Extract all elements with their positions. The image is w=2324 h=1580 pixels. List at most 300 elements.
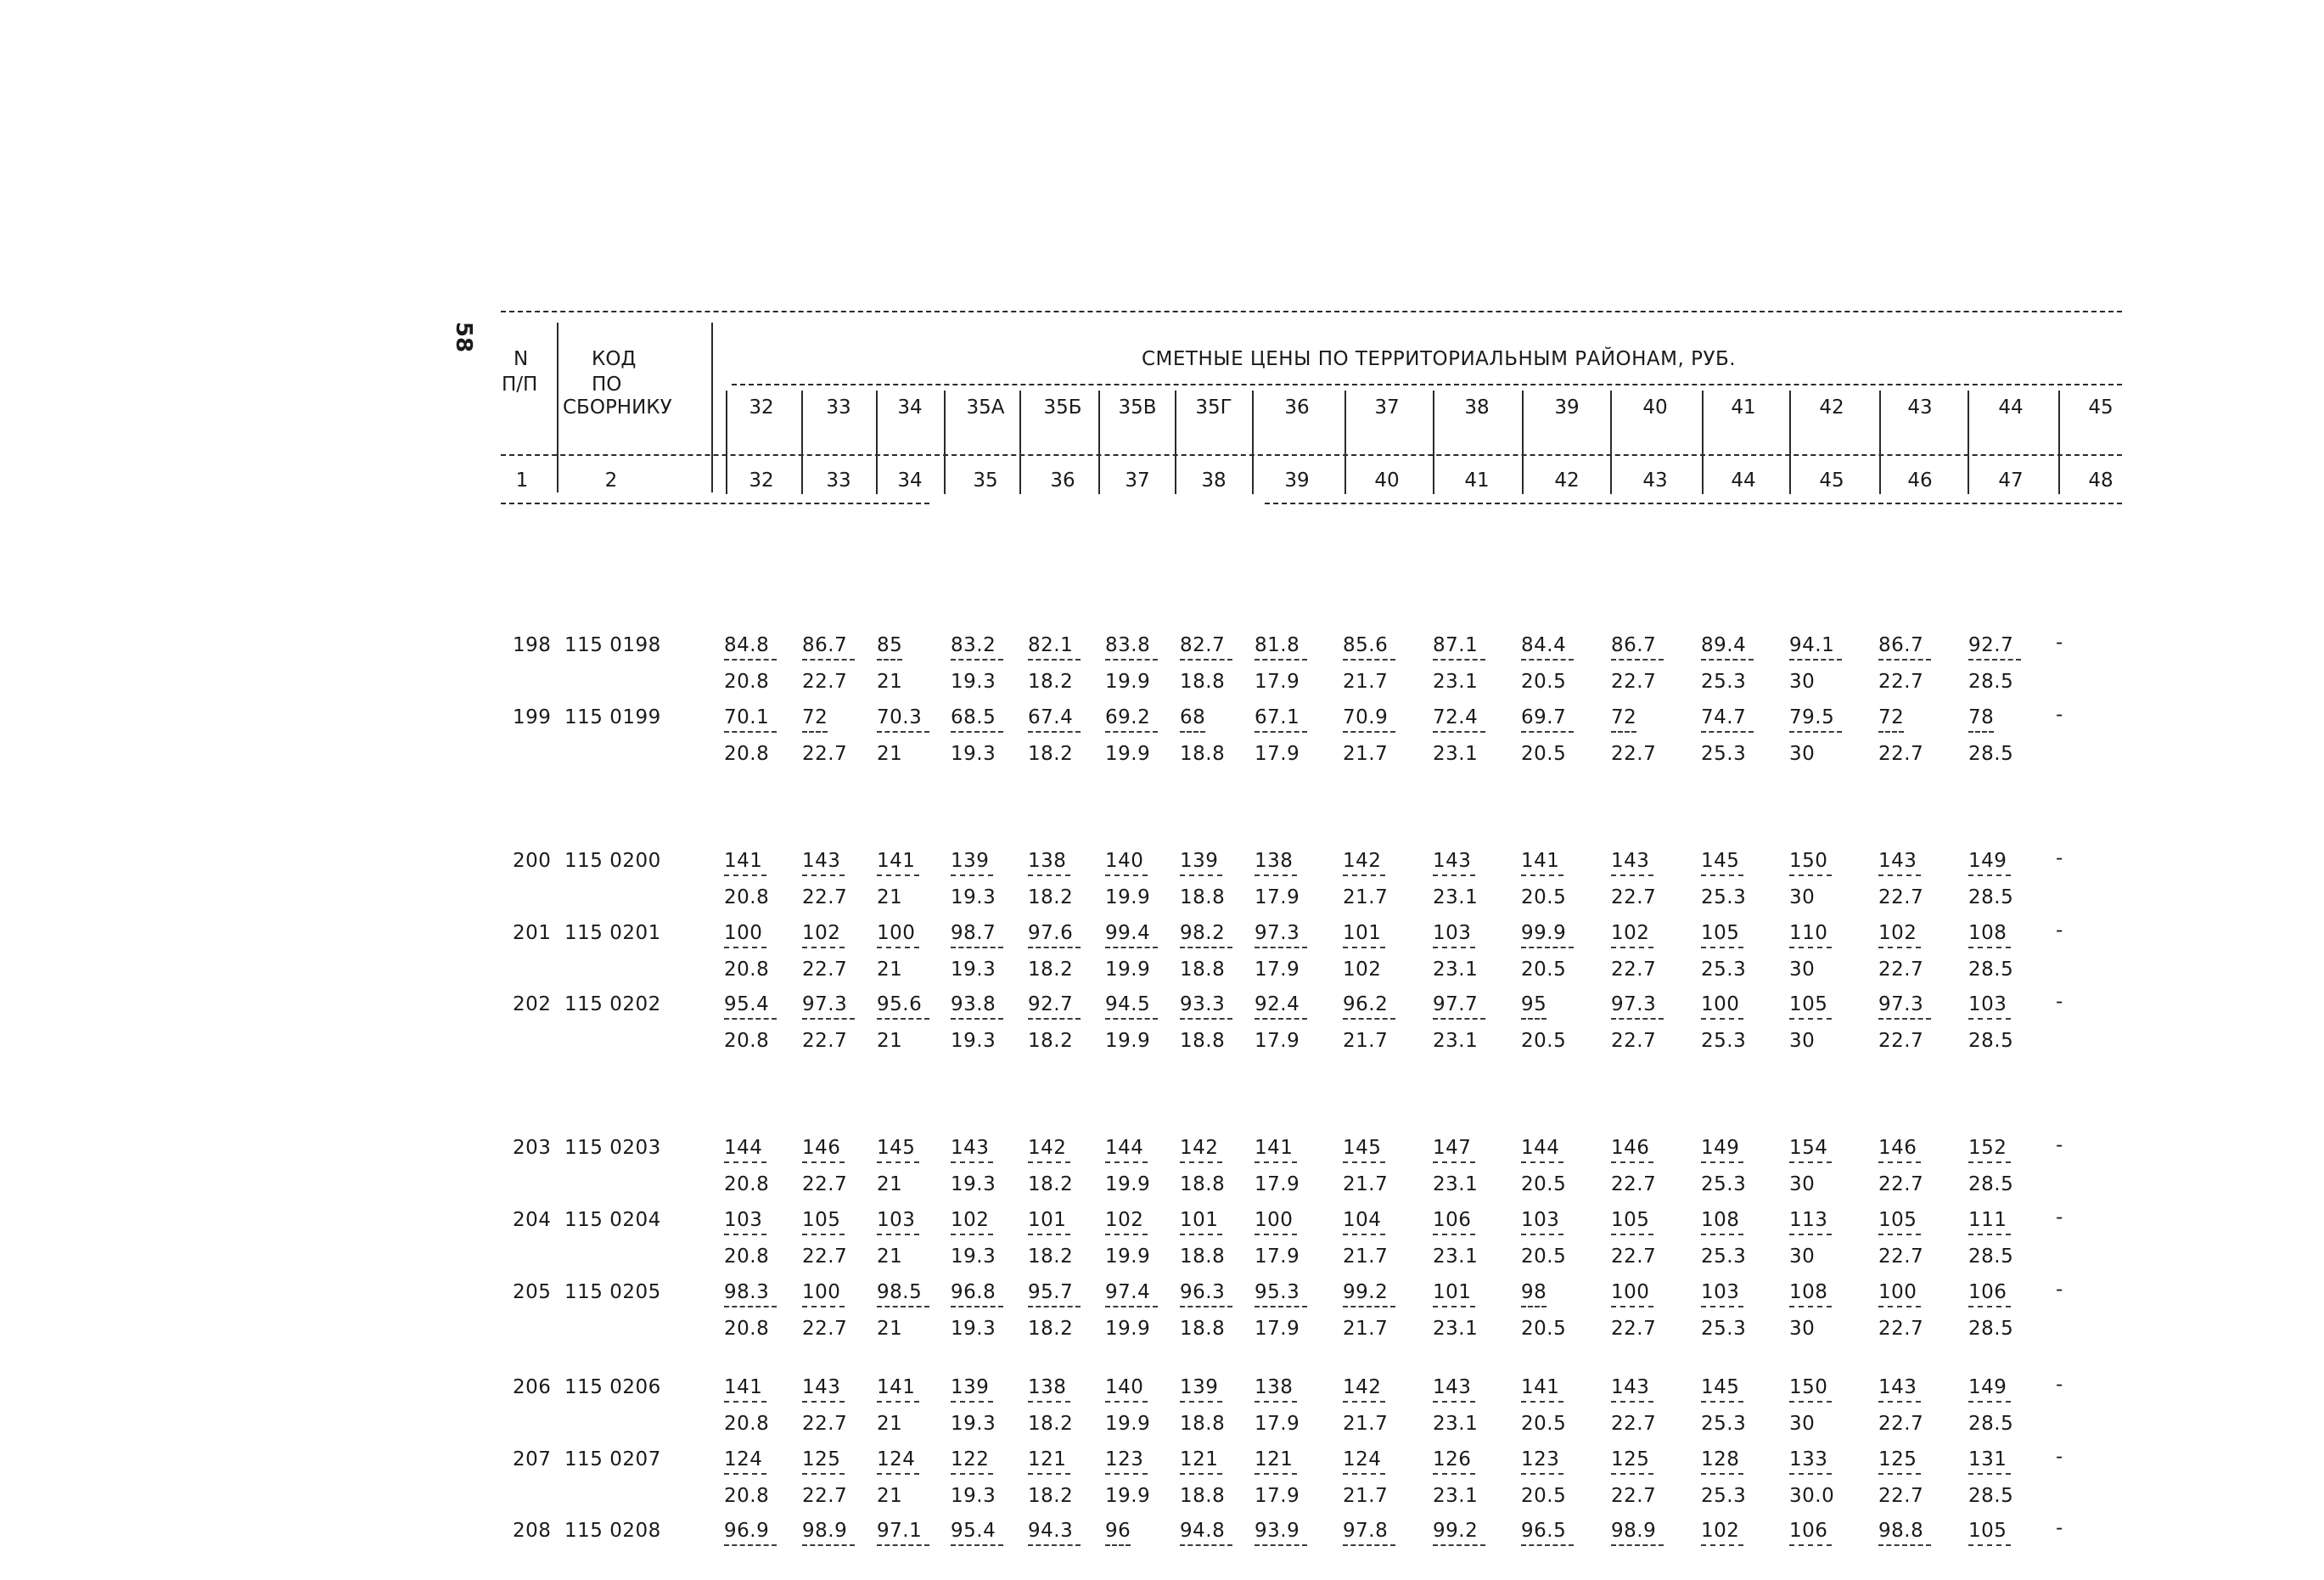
price-value: 30 — [1789, 1245, 1816, 1268]
price-value: 20.8 — [724, 1173, 770, 1195]
price-value: 28.5 — [1968, 671, 2014, 693]
price-value: 98.7 — [951, 922, 996, 944]
price-value: 25.3 — [1701, 1318, 1747, 1340]
price-value: 150 — [1789, 850, 1828, 872]
price-value: 145 — [877, 1137, 916, 1159]
price-value: 22.7 — [1611, 959, 1657, 981]
price-value: 105 — [1968, 1520, 2007, 1542]
fraction-line — [1343, 731, 1395, 733]
fraction-line — [1255, 1161, 1297, 1163]
price-value: 105 — [1878, 1209, 1917, 1231]
price-value: 103 — [1701, 1281, 1740, 1303]
price-value: 18.8 — [1180, 671, 1226, 693]
price-value: 21.7 — [1343, 1245, 1389, 1268]
price-value: 93.3 — [1180, 993, 1226, 1015]
price-value: 78 — [1968, 706, 1995, 728]
price-value: 72.4 — [1433, 706, 1479, 728]
empty-district-mark: - — [2056, 1446, 2063, 1468]
price-value: 17.9 — [1255, 671, 1300, 693]
price-value: 22.7 — [1611, 1485, 1657, 1507]
fraction-line — [1433, 1161, 1475, 1163]
price-value: 19.9 — [1105, 1485, 1151, 1507]
header-code-label: КОД — [592, 348, 637, 370]
fraction-line — [1255, 1473, 1297, 1475]
price-value: 138 — [1255, 1376, 1294, 1398]
price-value: 19.9 — [1105, 1318, 1151, 1340]
fraction-line — [1878, 1401, 1921, 1403]
fraction-line — [951, 1473, 993, 1475]
price-value: 92.4 — [1255, 993, 1300, 1015]
price-value: 94.3 — [1028, 1520, 1074, 1542]
price-value: 98.8 — [1878, 1520, 1924, 1542]
fraction-line — [1968, 1473, 2011, 1475]
price-value: 22.7 — [1878, 886, 1924, 908]
price-value: 25.3 — [1701, 886, 1747, 908]
empty-district-mark: - — [2056, 632, 2063, 654]
price-value: 28.5 — [1968, 886, 2014, 908]
price-value: 22.7 — [1878, 1413, 1924, 1435]
price-value: 19.3 — [951, 959, 996, 981]
price-value: 19.9 — [1105, 959, 1151, 981]
fraction-line — [1180, 1161, 1222, 1163]
price-value: 18.2 — [1028, 1173, 1074, 1195]
price-value: 126 — [1433, 1448, 1472, 1470]
fraction-line — [1611, 1544, 1664, 1546]
fraction-line — [1343, 1018, 1395, 1020]
price-value: 149 — [1968, 850, 2007, 872]
price-value: 102 — [802, 922, 841, 944]
price-value: 28.5 — [1968, 743, 2014, 765]
fraction-line — [1521, 1401, 1563, 1403]
price-value: 21 — [877, 1030, 903, 1052]
fraction-line — [724, 1473, 766, 1475]
row-number: 205 — [513, 1281, 552, 1303]
price-value: 20.5 — [1521, 1030, 1567, 1052]
fraction-line — [1105, 659, 1158, 661]
price-value: 21 — [877, 1413, 903, 1435]
fraction-line — [1701, 1306, 1743, 1307]
fraction-line — [1180, 1234, 1222, 1235]
row-number: 198 — [513, 634, 552, 656]
price-value: 103 — [1968, 993, 2007, 1015]
price-value: 100 — [877, 922, 916, 944]
price-value: 101 — [1028, 1209, 1067, 1231]
district-header: 39 — [1554, 396, 1580, 419]
fraction-line — [1180, 1018, 1232, 1020]
fraction-line — [1521, 874, 1563, 876]
price-value: 125 — [802, 1448, 841, 1470]
district-header: 43 — [1907, 396, 1933, 419]
price-value: 111 — [1968, 1209, 2007, 1231]
price-value: 17.9 — [1255, 743, 1300, 765]
row-number: 204 — [513, 1209, 552, 1231]
fraction-line — [1433, 659, 1485, 661]
fraction-line — [1521, 1018, 1547, 1020]
price-value: 97.3 — [1611, 993, 1657, 1015]
price-value: 101 — [1180, 1209, 1219, 1231]
price-value: 139 — [951, 1376, 990, 1398]
row-code: 115 0207 — [564, 1448, 661, 1470]
fraction-line — [1105, 1306, 1158, 1307]
price-value: 103 — [1521, 1209, 1560, 1231]
fraction-line — [724, 874, 766, 876]
fraction-line — [1789, 1161, 1832, 1163]
price-value: 92.7 — [1968, 634, 2014, 656]
price-value: 96.2 — [1343, 993, 1389, 1015]
price-value: 22.7 — [1611, 886, 1657, 908]
price-value: 18.8 — [1180, 743, 1226, 765]
price-value: 99.2 — [1433, 1520, 1479, 1542]
row-code: 115 0199 — [564, 706, 661, 728]
fraction-line — [1433, 1234, 1475, 1235]
price-value: 128 — [1701, 1448, 1740, 1470]
price-value: 98.3 — [724, 1281, 770, 1303]
price-value: 143 — [951, 1137, 990, 1159]
fraction-line — [1789, 1544, 1832, 1546]
price-value: 143 — [1433, 1376, 1472, 1398]
price-value: 141 — [877, 850, 916, 872]
price-value: 30.0 — [1789, 1485, 1835, 1507]
price-value: 89.4 — [1701, 634, 1747, 656]
row-code: 115 0204 — [564, 1209, 661, 1231]
fraction-line — [1611, 1161, 1653, 1163]
empty-district-mark: - — [2056, 1517, 2063, 1539]
price-value: 86.7 — [802, 634, 848, 656]
price-value: 143 — [802, 1376, 841, 1398]
fraction-line — [724, 1161, 766, 1163]
price-value: 96.5 — [1521, 1520, 1567, 1542]
fraction-line — [802, 1234, 845, 1235]
column-number: 2 — [604, 470, 618, 492]
price-value: 140 — [1105, 1376, 1144, 1398]
price-value: 30 — [1789, 1318, 1816, 1340]
price-value: 22.7 — [1878, 743, 1924, 765]
price-value: 28.5 — [1968, 1413, 2014, 1435]
column-number: 48 — [2088, 470, 2113, 492]
column-number: 43 — [1642, 470, 1668, 492]
fraction-line — [877, 947, 919, 948]
price-value: 108 — [1701, 1209, 1740, 1231]
fraction-line — [1878, 1544, 1931, 1546]
price-value: 22.7 — [1611, 1318, 1657, 1340]
price-value: 84.4 — [1521, 634, 1567, 656]
fraction-line — [1028, 874, 1070, 876]
fraction-line — [802, 1544, 855, 1546]
fraction-line — [802, 1401, 845, 1403]
fraction-line — [1878, 874, 1921, 876]
price-value: 18.8 — [1180, 1485, 1226, 1507]
price-value: 139 — [1180, 1376, 1219, 1398]
fraction-line — [1789, 1018, 1832, 1020]
price-value: 25.3 — [1701, 1245, 1747, 1268]
price-value: 23.1 — [1433, 1318, 1479, 1340]
district-header: 42 — [1819, 396, 1844, 419]
price-value: 67.1 — [1255, 706, 1300, 728]
price-value: 144 — [1105, 1137, 1144, 1159]
district-header: 35А — [966, 396, 1005, 419]
price-value: 22.7 — [802, 1245, 848, 1268]
price-value: 23.1 — [1433, 1413, 1479, 1435]
fraction-line — [877, 731, 929, 733]
price-value: 83.8 — [1105, 634, 1151, 656]
price-value: 121 — [1180, 1448, 1219, 1470]
fraction-line — [1180, 1306, 1232, 1307]
row-code: 115 0202 — [564, 993, 661, 1015]
fraction-line — [1611, 731, 1636, 733]
fraction-line — [1611, 1401, 1653, 1403]
price-value: 94.1 — [1789, 634, 1835, 656]
price-value: 25.3 — [1701, 1173, 1747, 1195]
fraction-line — [724, 1306, 777, 1307]
price-value: 20.8 — [724, 1413, 770, 1435]
fraction-line — [877, 1544, 929, 1546]
price-value: 18.2 — [1028, 743, 1074, 765]
price-value: 25.3 — [1701, 959, 1747, 981]
price-value: 141 — [1255, 1137, 1294, 1159]
price-value: 21 — [877, 886, 903, 908]
fraction-line — [1789, 874, 1832, 876]
fraction-line — [877, 1401, 919, 1403]
column-number: 32 — [749, 470, 774, 492]
price-value: 28.5 — [1968, 1173, 2014, 1195]
header-title: СМЕТНЫЕ ЦЕНЫ ПО ТЕРРИТОРИАЛЬНЫМ РАЙОНАМ, РУБ. — [1142, 348, 1737, 370]
fraction-line — [877, 874, 919, 876]
price-value: 25.3 — [1701, 1413, 1747, 1435]
fraction-line — [1789, 731, 1842, 733]
fraction-line — [1028, 1234, 1070, 1235]
price-value: 28.5 — [1968, 1318, 2014, 1340]
price-value: 138 — [1028, 1376, 1067, 1398]
district-header: 45 — [2088, 396, 2113, 419]
fraction-line — [724, 1234, 766, 1235]
fraction-line — [1878, 659, 1931, 661]
price-value: 19.9 — [1105, 671, 1151, 693]
column-number: 41 — [1464, 470, 1490, 492]
price-value: 83.2 — [951, 634, 996, 656]
fraction-line — [1878, 947, 1921, 948]
fraction-line — [951, 1234, 993, 1235]
fraction-line — [1028, 1018, 1081, 1020]
row-number: 207 — [513, 1448, 552, 1470]
price-value: 145 — [1701, 850, 1740, 872]
price-value: 19.3 — [951, 1485, 996, 1507]
fraction-line — [1968, 1161, 2011, 1163]
price-value: 141 — [877, 1376, 916, 1398]
price-value: 22.7 — [802, 1413, 848, 1435]
price-value: 123 — [1105, 1448, 1144, 1470]
price-value: 19.3 — [951, 1030, 996, 1052]
fraction-line — [1343, 874, 1385, 876]
fraction-line — [1611, 947, 1653, 948]
price-value: 22.7 — [1878, 1173, 1924, 1195]
price-value: 28.5 — [1968, 1485, 2014, 1507]
fraction-line — [724, 659, 777, 661]
price-value: 21.7 — [1343, 1318, 1389, 1340]
price-value: 144 — [724, 1137, 763, 1159]
price-value: 154 — [1789, 1137, 1828, 1159]
price-value: 18.8 — [1180, 1173, 1226, 1195]
price-value: 20.5 — [1521, 1413, 1567, 1435]
empty-district-mark: - — [2056, 704, 2063, 726]
price-value: 22.7 — [802, 743, 848, 765]
price-value: 139 — [1180, 850, 1219, 872]
price-value: 22.7 — [1611, 1030, 1657, 1052]
price-value: 95.4 — [951, 1520, 996, 1542]
fraction-line — [1433, 731, 1485, 733]
price-value: 23.1 — [1433, 1485, 1479, 1507]
price-value: 143 — [802, 850, 841, 872]
price-value: 142 — [1028, 1137, 1067, 1159]
fraction-line — [1433, 947, 1475, 948]
fraction-line — [1180, 1544, 1232, 1546]
price-value: 96.3 — [1180, 1281, 1226, 1303]
price-value: 141 — [1521, 1376, 1560, 1398]
price-value: 21 — [877, 1173, 903, 1195]
price-value: 131 — [1968, 1448, 2007, 1470]
price-value: 30 — [1789, 1173, 1816, 1195]
price-value: 95.3 — [1255, 1281, 1300, 1303]
fraction-line — [1521, 731, 1574, 733]
price-value: 19.9 — [1105, 1413, 1151, 1435]
fraction-line — [1968, 947, 2011, 948]
row-number: 201 — [513, 922, 552, 944]
fraction-line — [1701, 1161, 1743, 1163]
price-value: 85 — [877, 634, 903, 656]
fraction-line — [1105, 1161, 1148, 1163]
district-header: 41 — [1731, 396, 1756, 419]
price-value: 20.8 — [724, 1318, 770, 1340]
price-value: 72 — [802, 706, 828, 728]
district-header: 44 — [1998, 396, 2024, 419]
fraction-line — [1611, 1306, 1653, 1307]
price-value: 18.8 — [1180, 1245, 1226, 1268]
price-value: 96.9 — [724, 1520, 770, 1542]
fraction-line — [1968, 1018, 2011, 1020]
price-value: 141 — [724, 1376, 763, 1398]
fraction-line — [1105, 1544, 1131, 1546]
price-value: 94.5 — [1105, 993, 1151, 1015]
price-value: 30 — [1789, 671, 1816, 693]
fraction-line — [1255, 731, 1307, 733]
fraction-line — [1433, 1401, 1475, 1403]
price-value: 21.7 — [1343, 886, 1389, 908]
fraction-line — [1701, 947, 1743, 948]
fraction-line — [802, 947, 845, 948]
price-value: 139 — [951, 850, 990, 872]
price-value: 20.5 — [1521, 1173, 1567, 1195]
fraction-line — [1180, 874, 1222, 876]
fraction-line — [877, 659, 902, 661]
fraction-line — [1255, 659, 1307, 661]
price-value: 22.7 — [802, 959, 848, 981]
price-value: 143 — [1878, 850, 1917, 872]
row-number: 208 — [513, 1520, 552, 1542]
district-header: 34 — [897, 396, 923, 419]
price-value: 20.5 — [1521, 671, 1567, 693]
price-value: 102 — [1105, 1209, 1144, 1231]
empty-district-mark: - — [2056, 1206, 2063, 1229]
price-value: 22.7 — [802, 886, 848, 908]
row-code: 115 0208 — [564, 1520, 661, 1542]
price-value: 96 — [1105, 1520, 1131, 1542]
price-value: 21.7 — [1343, 1485, 1389, 1507]
price-value: 100 — [802, 1281, 841, 1303]
row-code: 115 0200 — [564, 850, 661, 872]
fraction-line — [951, 1401, 993, 1403]
price-value: 23.1 — [1433, 1030, 1479, 1052]
price-value: 143 — [1611, 850, 1650, 872]
price-value: 18.8 — [1180, 959, 1226, 981]
fraction-line — [1968, 874, 2011, 876]
column-number: 39 — [1284, 470, 1310, 492]
price-value: 138 — [1028, 850, 1067, 872]
price-value: 150 — [1789, 1376, 1828, 1398]
fraction-line — [1611, 1018, 1664, 1020]
price-value: 21.7 — [1343, 1173, 1389, 1195]
price-value: 25.3 — [1701, 671, 1747, 693]
price-value: 103 — [877, 1209, 916, 1231]
fraction-line — [724, 1544, 777, 1546]
fraction-line — [1105, 947, 1158, 948]
price-value: 100 — [1701, 993, 1740, 1015]
price-value: 106 — [1789, 1520, 1828, 1542]
price-value: 152 — [1968, 1137, 2007, 1159]
price-value: 108 — [1968, 922, 2007, 944]
price-value: 97.4 — [1105, 1281, 1151, 1303]
price-value: 20.5 — [1521, 743, 1567, 765]
price-value: 82.1 — [1028, 634, 1074, 656]
fraction-line — [802, 1018, 855, 1020]
row-number: 199 — [513, 706, 552, 728]
fraction-line — [1701, 659, 1754, 661]
price-value: 18.2 — [1028, 959, 1074, 981]
district-header: 33 — [826, 396, 851, 419]
price-value: 25.3 — [1701, 1030, 1747, 1052]
fraction-line — [951, 947, 1003, 948]
price-value: 105 — [1611, 1209, 1650, 1231]
price-value: 72 — [1878, 706, 1905, 728]
fraction-line — [1789, 659, 1842, 661]
column-number: 1 — [515, 470, 529, 492]
price-value: 21.7 — [1343, 1413, 1389, 1435]
fraction-line — [951, 874, 993, 876]
price-value: 19.9 — [1105, 1173, 1151, 1195]
price-value: 142 — [1343, 850, 1382, 872]
fraction-line — [1433, 1544, 1485, 1546]
price-value: 106 — [1433, 1209, 1472, 1231]
price-value: 18.2 — [1028, 886, 1074, 908]
price-value: 18.8 — [1180, 886, 1226, 908]
row-code: 115 0206 — [564, 1376, 661, 1398]
fraction-line — [1878, 1306, 1921, 1307]
row-code: 115 0203 — [564, 1137, 661, 1159]
fraction-line — [1701, 1544, 1743, 1546]
price-value: 21.7 — [1343, 1030, 1389, 1052]
fraction-line — [1611, 1473, 1653, 1475]
fraction-line — [1343, 659, 1395, 661]
fraction-line — [877, 1234, 919, 1235]
price-value: 28.5 — [1968, 959, 2014, 981]
price-value: 93.8 — [951, 993, 996, 1015]
fraction-line — [724, 947, 766, 948]
row-number: 203 — [513, 1137, 552, 1159]
fraction-line — [1521, 947, 1574, 948]
fraction-line — [1789, 1306, 1832, 1307]
fraction-line — [724, 1018, 777, 1020]
fraction-line — [1180, 1401, 1222, 1403]
price-value: 142 — [1180, 1137, 1219, 1159]
fraction-line — [1255, 1306, 1307, 1307]
